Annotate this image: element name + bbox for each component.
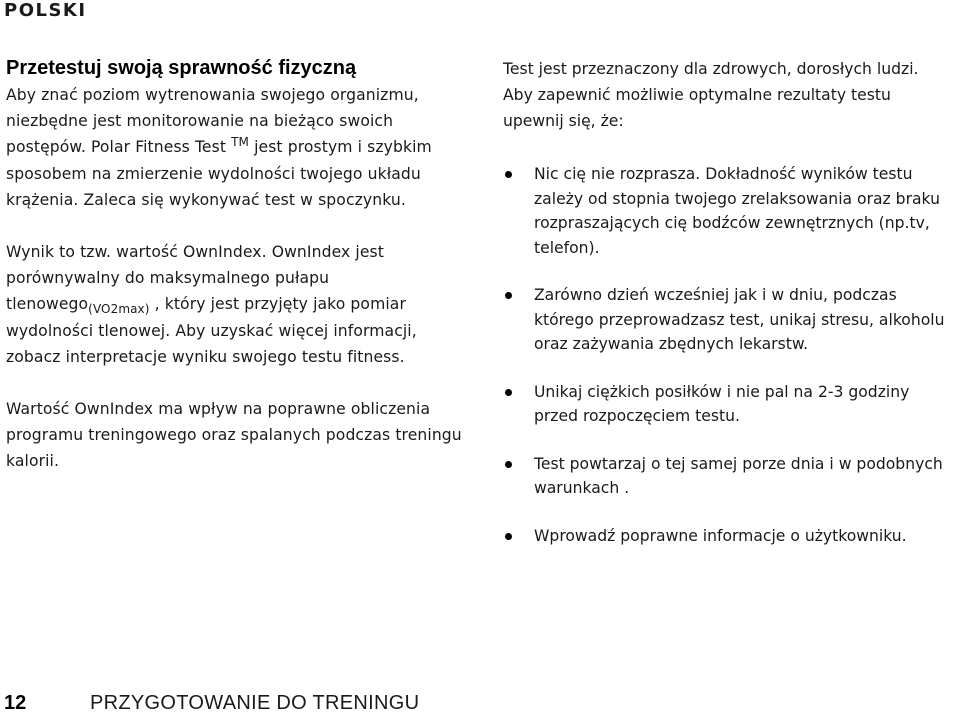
intro-text-start: Aby znać poziom wytrenowania swojego organizmu, niezbędne jest monitorowanie na bieżąco swoich postępów. Polar Fitness Test: [6, 86, 419, 156]
left-column: [6, 56, 476, 474]
vo2max-subscript: (VO2max): [88, 302, 150, 316]
list-item-text: Zarówno dzień wcześniej jak i w dniu, podczas którego przeprowadzasz test, unikaj stresu, alkoholu oraz zażywania zbędnych lekarstw.: [534, 286, 945, 353]
list-item: [503, 283, 953, 357]
trademark-superscript: TM: [231, 135, 250, 149]
list-item-text: Unikaj ciężkich posiłków i nie pal na 2-3 godziny przed rozpoczęciem testu.: [534, 382, 910, 425]
bullet-icon: [505, 533, 512, 540]
result-text-start: Wynik to tzw. wartość OwnIndex. OwnIndex jest porównywalny do maksymalnego pułapu tlenowego: [6, 243, 384, 313]
bullet-icon: [505, 171, 512, 178]
list-item-text: Wprowadź poprawne informacje o użytkowniku.: [534, 526, 907, 545]
result-paragraph: [6, 239, 476, 370]
requirements-list: [503, 162, 953, 548]
list-item: [503, 452, 953, 501]
page-number: 12: [4, 692, 27, 714]
bullet-icon: [505, 389, 512, 396]
page-footer: [4, 692, 419, 718]
intro-paragraph: [6, 82, 476, 213]
intro-text-end: jest prostym i szybkim sposobem na zmierzenie wydolności twojego układu krążenia. Zaleca się wykonywać test w spoczynku.: [6, 138, 432, 209]
list-item-text: Test powtarzaj o tej samej porze dnia i w podobnych warunkach .: [534, 454, 943, 497]
result-text-end: , który jest przyjęty jako pomiar wydolności tlenowej. Aby uzyskać więcej informacji, zobacz interpretacje wyniku swojego testu fitness.: [6, 295, 417, 366]
list-item: [503, 162, 953, 260]
list-item: [503, 380, 953, 429]
requirements-intro: Test jest przeznaczony dla zdrowych, dorosłych ludzi. Aby zapewnić możliwie optymalne rezultaty testu upewnij się, że:: [503, 60, 919, 130]
list-item-text: Nic cię nie rozprasza. Dokładność wyników testu zależy od stopnia twojego zrelaksowania oraz braku rozpraszających cię bodźców zewnętrznych (np.tv, telefon).: [534, 165, 940, 257]
right-column: [503, 56, 953, 548]
bullet-icon: [505, 461, 512, 468]
list-item: [503, 524, 953, 549]
bullet-icon: [505, 292, 512, 299]
impact-paragraph: Wartość OwnIndex ma wpływ na poprawne obliczenia programu treningowego oraz spalanych podczas treningu kalorii.: [6, 400, 462, 470]
language-label: POLSKI: [4, 0, 87, 21]
section-heading: Przetestuj swoją sprawność fizyczną: [6, 57, 357, 79]
chapter-title: PRZYGOTOWANIE DO TRENINGU: [90, 692, 420, 714]
